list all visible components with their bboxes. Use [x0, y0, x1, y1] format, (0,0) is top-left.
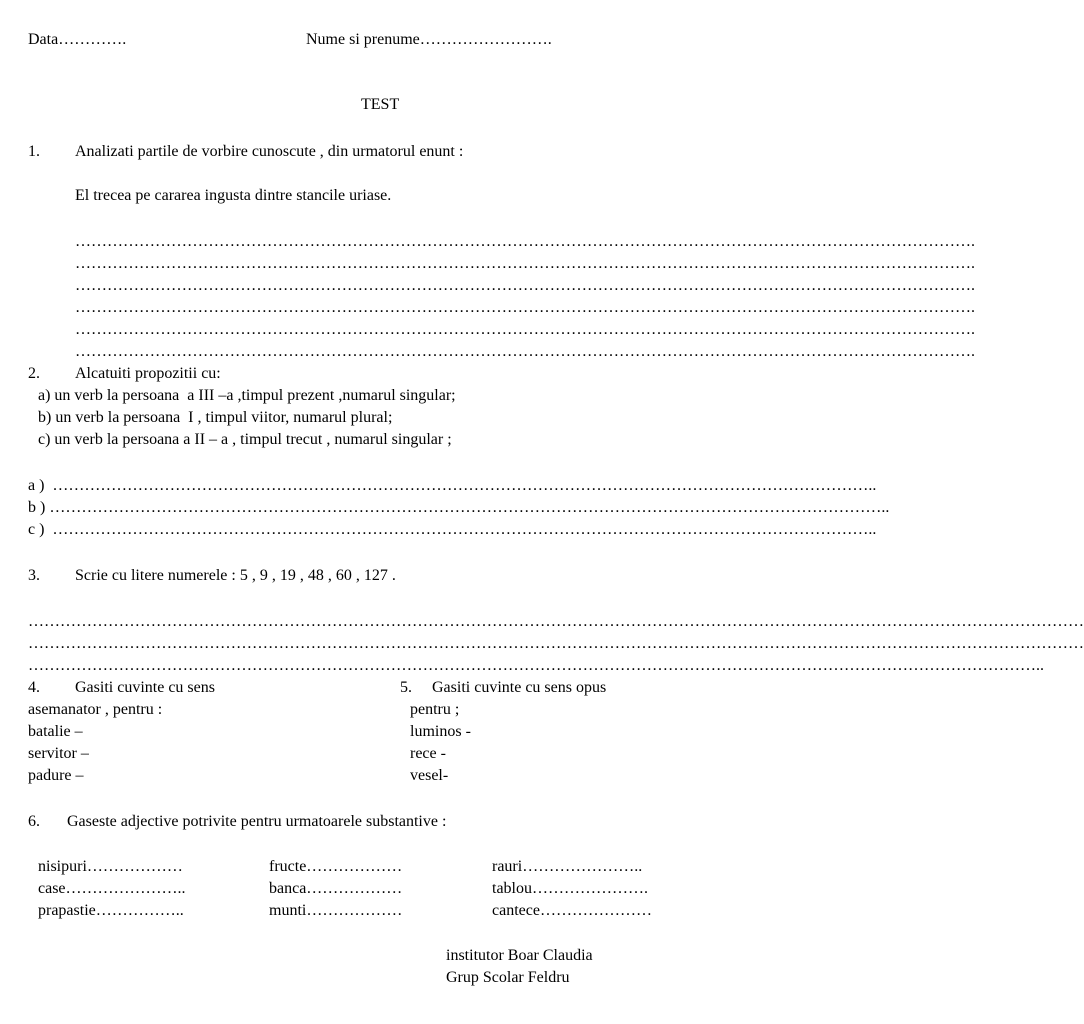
- q6-noun: banca………………: [269, 880, 403, 897]
- q5-number: 5.: [400, 679, 412, 696]
- q3-number: 3.: [28, 567, 40, 584]
- q1-answer-line: …………………………………………………………………………………………………………………………………………………….: [75, 321, 975, 338]
- page-title: TEST: [361, 96, 400, 113]
- q2-text: Alcatuiti propozitii cu:: [75, 365, 221, 382]
- q6-noun: munti………………: [269, 902, 403, 919]
- q1-number: 1.: [28, 143, 40, 160]
- q4-text: Gasiti cuvinte cu sens: [75, 679, 215, 696]
- q4-word: batalie –: [28, 723, 83, 740]
- q1-text: Analizati partile de vorbire cunoscute , din urmatorul enunt :: [75, 143, 464, 160]
- q3-answer-line: ………………………………………………………………………………………………………………………………………………………………………………: [28, 635, 1084, 652]
- q2-number: 2.: [28, 365, 40, 382]
- q5-word: vesel-: [410, 767, 449, 784]
- q3-answer-line: ………………………………………………………………………………………………………………………………………………………………………………: [28, 613, 1084, 630]
- q3-answer-line: ………………………………………………………………………………………………………………………………………………………………………..: [28, 657, 1044, 674]
- q4-text-continued: asemanator , pentru :: [28, 701, 163, 718]
- q2-item-b: b) un verb la persoana I , timpul viitor, numarul plural;: [38, 409, 393, 426]
- q1-sentence: El trecea pe cararea ingusta dintre stancile uriase.: [75, 187, 392, 204]
- q6-noun: case…………………..: [38, 880, 186, 897]
- q2-answer-b: b ) …………………………………………………………………………………………………………………………………………..: [28, 499, 890, 516]
- q4-word: padure –: [28, 767, 84, 784]
- q5-word: luminos -: [410, 723, 471, 740]
- q4-word: servitor –: [28, 745, 89, 762]
- author-name: institutor Boar Claudia: [446, 947, 593, 964]
- q6-noun: tablou………………….: [492, 880, 648, 897]
- q6-number: 6.: [28, 813, 40, 830]
- q1-answer-line: …………………………………………………………………………………………………………………………………………………….: [75, 255, 975, 272]
- q6-text: Gaseste adjective potrivite pentru urmatoarele substantive :: [67, 813, 447, 830]
- q1-answer-line: …………………………………………………………………………………………………………………………………………………….: [75, 299, 975, 316]
- q5-text: Gasiti cuvinte cu sens opus: [432, 679, 607, 696]
- q1-answer-line: …………………………………………………………………………………………………………………………………………………….: [75, 343, 975, 360]
- q5-word: rece -: [410, 745, 446, 762]
- name-field: Nume si prenume…………………….: [306, 31, 552, 48]
- q2-answer-c: c ) ………………………………………………………………………………………………………………………………………..: [28, 521, 877, 538]
- q6-noun: rauri…………………..: [492, 858, 643, 875]
- q4-number: 4.: [28, 679, 40, 696]
- q2-item-c: c) un verb la persoana a II – a , timpul trecut , numarul singular ;: [38, 431, 452, 448]
- date-field: Data………….: [28, 31, 127, 48]
- q5-text-continued: pentru ;: [410, 701, 460, 718]
- q6-noun: prapastie……………..: [38, 902, 184, 919]
- q2-item-a: a) un verb la persoana a III –a ,timpul prezent ,numarul singular;: [38, 387, 456, 404]
- q1-answer-line: …………………………………………………………………………………………………………………………………………………….: [75, 233, 975, 250]
- q6-noun: cantece…………………: [492, 902, 652, 919]
- q2-answer-a: a ) ………………………………………………………………………………………………………………………………………..: [28, 477, 877, 494]
- q6-noun: fructe………………: [269, 858, 403, 875]
- q3-text: Scrie cu litere numerele : 5 , 9 , 19 , 48 , 60 , 127 .: [75, 567, 396, 584]
- q1-answer-line: …………………………………………………………………………………………………………………………………………………….: [75, 277, 975, 294]
- q6-noun: nisipuri………………: [38, 858, 183, 875]
- school-name: Grup Scolar Feldru: [446, 969, 570, 986]
